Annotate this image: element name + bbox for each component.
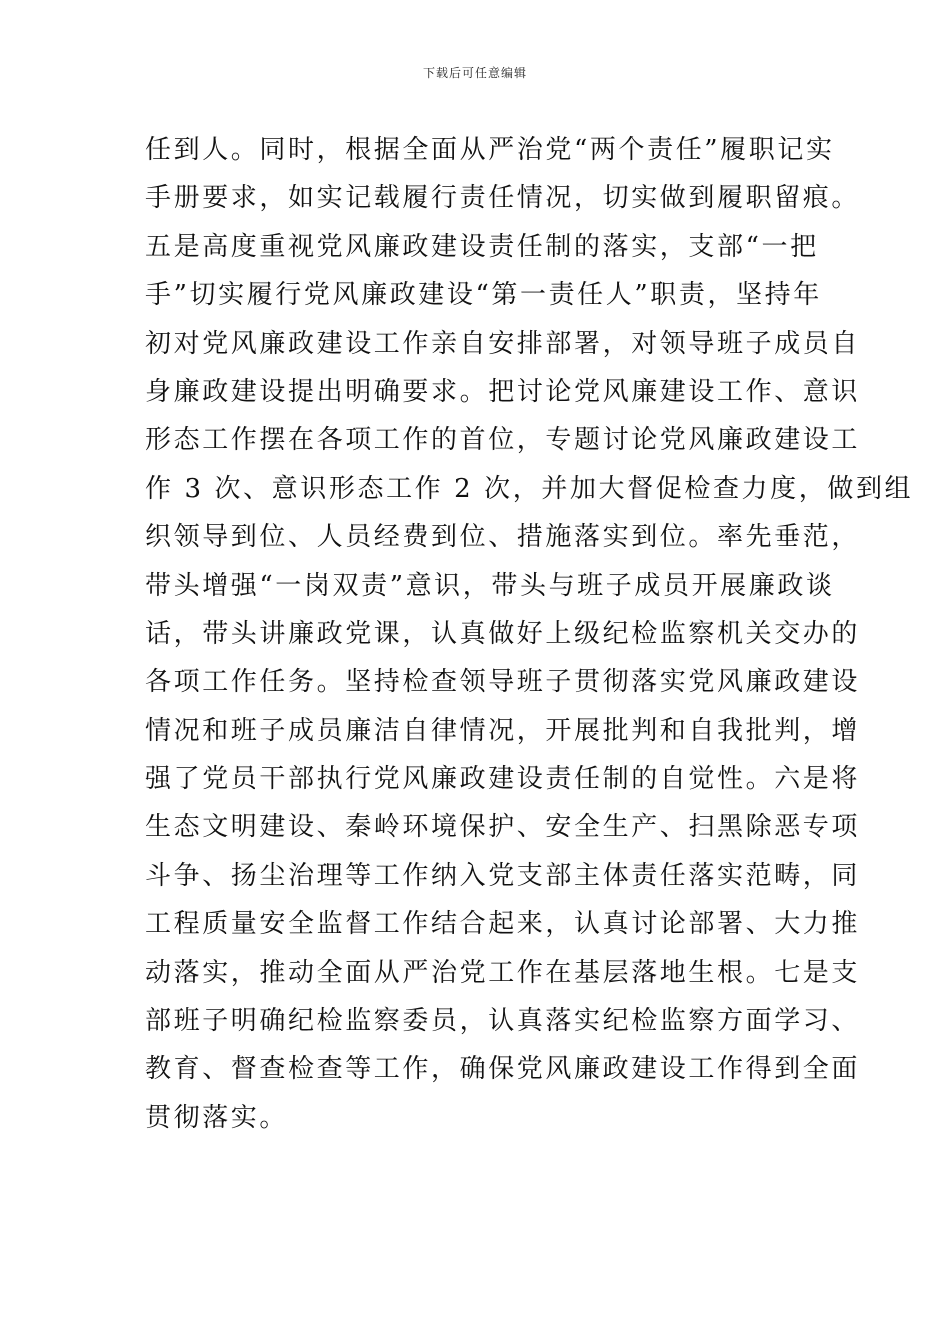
text-line-8: 作 3 次、意识形态工作 2 次，并加大督促检查力度，做到组 [145, 473, 914, 504]
text-line-3: 五是高度重视党风廉政建设责任制的落实，支部“一把 [145, 231, 819, 262]
text-line-6: 身廉政建设提出明确要求。把讨论党风廉建设工作、意识 [145, 376, 861, 407]
text-line-5: 初对党风廉政建设工作亲自安排部署，对领导班子成员自 [145, 328, 861, 359]
body-text [145, 126, 914, 1142]
text-line-15: 生态文明建设、秦岭环境保护、安全生产、扫黑除恶专项 [145, 812, 861, 843]
text-line-21: 贯彻落实。 [145, 1102, 289, 1133]
text-line-10: 带头增强“一岗双责”意识，带头与班子成员开展廉政谈 [145, 570, 835, 601]
text-line-18: 动落实，推动全面从严治党工作在基层落地生根。七是支 [145, 957, 861, 988]
text-line-7: 形态工作摆在各项工作的首位，专题讨论党风廉政建设工 [145, 425, 861, 456]
text-line-19: 部班子明确纪检监察委员，认真落实纪检监察方面学习、 [145, 1006, 861, 1037]
text-line-1: 任到人。同时，根据全面从严治党“两个责任”履职记实 [145, 135, 835, 165]
text-line-11: 话，带头讲廉政党课，认真做好上级纪检监察机关交办的 [145, 618, 861, 649]
page-header: 下载后可任意编辑 [422, 66, 527, 80]
text-line-2: 手册要求，如实记载履行责任情况，切实做到履职留痕。 [145, 183, 861, 214]
text-line-13: 情况和班子成员廉洁自律情况，开展批判和自我批判，增 [145, 715, 861, 746]
text-line-4: 手”切实履行党风廉政建设“第一责任人”职责，坚持年 [145, 280, 822, 311]
text-line-14: 强了党员干部执行党风廉政建设责任制的自觉性。六是将 [145, 764, 861, 795]
text-line-12: 各项工作任务。坚持检查领导班子贯彻落实党风廉政建设 [145, 667, 861, 698]
text-line-16: 斗争、扬尘治理等工作纳入党支部主体责任落实范畴，同 [145, 860, 861, 891]
text-line-17: 工程质量安全监督工作结合起来，认真讨论部署、大力推 [145, 909, 861, 940]
text-line-9: 织领导到位、人员经费到位、措施落实到位。率先垂范， [145, 522, 861, 553]
text-line-20: 教育、督查检查等工作，确保党风廉政建设工作得到全面 [145, 1054, 861, 1085]
